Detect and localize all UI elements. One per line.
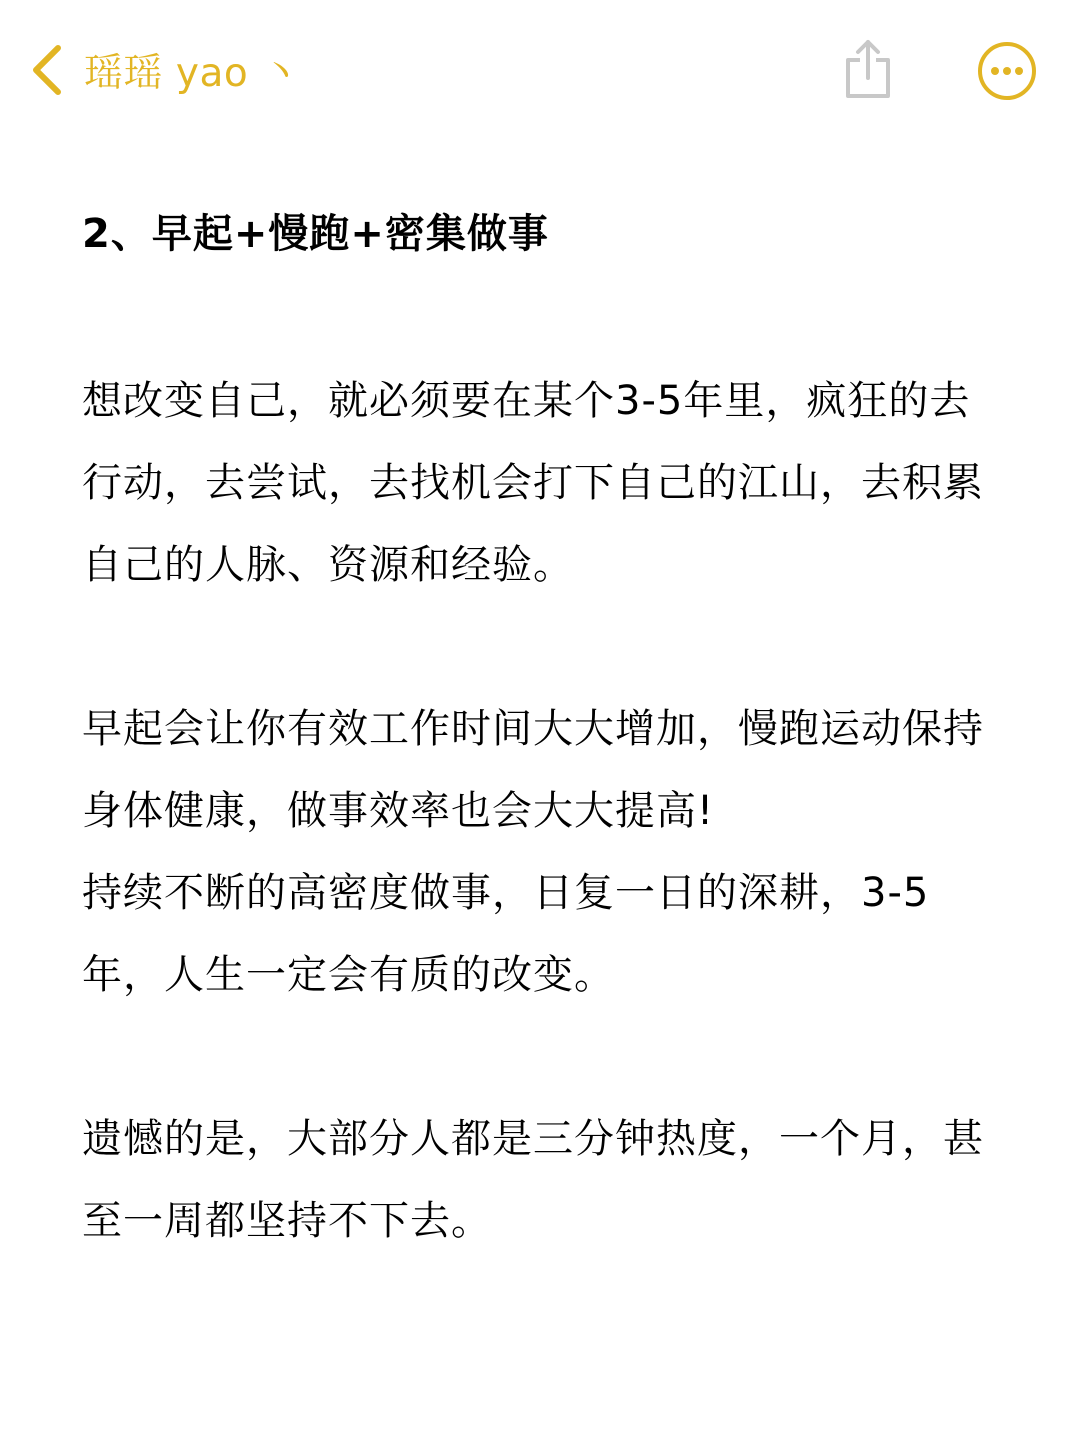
paragraph-1: 想改变自己，就必须要在某个3-5年里，疯狂的去行动，去尝试，去找机会打下自己的江山，去积累自己的人脉、资源和经验。 [82, 378, 984, 588]
chevron-left-icon [28, 42, 68, 98]
paragraph-4: 遗憾的是，大部分人都是三分钟热度，一个月，甚至一周都坚持不下去。 [82, 1116, 984, 1244]
paragraph-2: 早起会让你有效工作时间大大增加，慢跑运动保持身体健康，做事效率也会大大提高! [82, 706, 984, 834]
back-button[interactable] [28, 40, 301, 100]
section-heading: 2、早起+慢跑+密集做事 [82, 211, 549, 257]
share-icon [838, 34, 898, 104]
more-circle-icon [976, 40, 1038, 102]
share-button[interactable] [838, 34, 898, 104]
note-content [82, 198, 1002, 1262]
top-nav-bar [0, 0, 1080, 140]
paragraph-3: 持续不断的高密度做事，日复一日的深耕，3-5年，人生一定会有质的改变。 [82, 870, 930, 998]
more-button[interactable] [976, 40, 1038, 102]
author-name[interactable]: 瑶瑶 yao 丶 [84, 51, 301, 96]
